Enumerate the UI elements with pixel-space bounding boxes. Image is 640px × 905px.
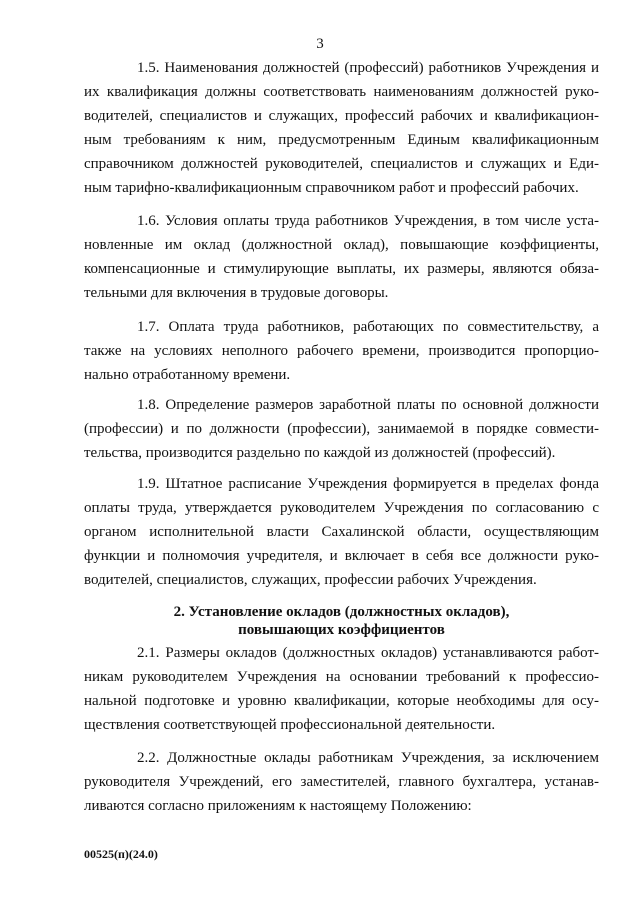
- paragraph-1-8: [84, 393, 599, 465]
- text-line: нально отработанному времени.: [84, 367, 291, 383]
- text-line: 1.6. Условия оплаты труда работников Учреждения, в том числе уста-: [137, 213, 599, 229]
- paragraph-1-5: [84, 56, 599, 200]
- text-line: 1.7. Оплата труда работников, работающих по совместительству, а: [137, 319, 599, 335]
- text-line: компенсационные и стимулирующие выплаты, их размеры, являются обяза-: [84, 261, 599, 277]
- text-line: ным требованиям к ним, предусмотренным Единым квалификационным: [84, 132, 599, 148]
- page-number: 3: [316, 36, 324, 52]
- text-line: водителей, специалистов и служащих, профессий рабочих и квалификацион-: [84, 108, 599, 124]
- text-line: (профессии) и по должности (профессии), занимаемой в порядке совмести-: [84, 421, 599, 437]
- text-line: 2.1. Размеры окладов (должностных окладов) устанавливаются работ-: [137, 645, 599, 661]
- text-line: нальной подготовке и уровню квалификации, которые необходимы для осу-: [84, 693, 599, 709]
- text-line: оплаты труда, утверждается руководителем Учреждения по согласованию с: [84, 500, 599, 516]
- text-line: 1.5. Наименования должностей (профессий) работников Учреждения и: [137, 60, 599, 76]
- text-line: 1.8. Определение размеров заработной платы по основной должности: [137, 397, 599, 413]
- paragraph-2-2: [84, 746, 599, 818]
- text-line: ществления соответствующей профессиональной деятельности.: [84, 717, 496, 733]
- text-line: ливаются согласно приложениям к настоящему Положению:: [84, 798, 472, 814]
- text-line: ным тарифно-квалификационным справочником работ и профессий рабочих.: [84, 180, 579, 196]
- heading-line: повышающих коэффициентов: [238, 622, 445, 638]
- text-line: 1.9. Штатное расписание Учреждения формируется в пределах фонда: [137, 476, 599, 492]
- text-line: 2.2. Должностные оклады работникам Учреждения, за исключением: [137, 750, 599, 766]
- section-heading: [84, 603, 599, 639]
- text-line: новленные им оклад (должностной оклад), повышающие коэффициенты,: [84, 237, 599, 253]
- text-line: функции и полномочия учредителя, и включает в себя все должности руко-: [84, 548, 599, 564]
- paragraph-1-7: [84, 315, 599, 387]
- paragraph-1-9: [84, 472, 599, 592]
- text-line: тельными для включения в трудовые договоры.: [84, 285, 389, 301]
- text-line: органом исполнительной власти Сахалинской области, осуществляющим: [84, 524, 599, 540]
- text-line: водителей, специалистов, служащих, профессии рабочих Учреждения.: [84, 572, 537, 588]
- text-line: тельства, производится раздельно по каждой из должностей (профессий).: [84, 445, 556, 461]
- text-line: также на условиях неполного рабочего времени, производится пропорцио-: [84, 343, 599, 359]
- document-code: 00525(п)(24.0): [84, 847, 158, 861]
- paragraph-1-6: [84, 209, 599, 305]
- text-line: их квалификация должны соответствовать наименованиям должностей руко-: [84, 84, 599, 100]
- heading-line: 2. Установление окладов (должностных окладов),: [173, 604, 510, 620]
- text-line: руководителя Учреждений, его заместителей, главного бухгалтера, устанав-: [84, 774, 599, 790]
- text-line: справочником должностей руководителей, специалистов и служащих и Еди-: [84, 156, 599, 172]
- paragraph-2-1: [84, 641, 599, 737]
- text-line: никам руководителем Учреждения на основании требований к профессио-: [84, 669, 599, 685]
